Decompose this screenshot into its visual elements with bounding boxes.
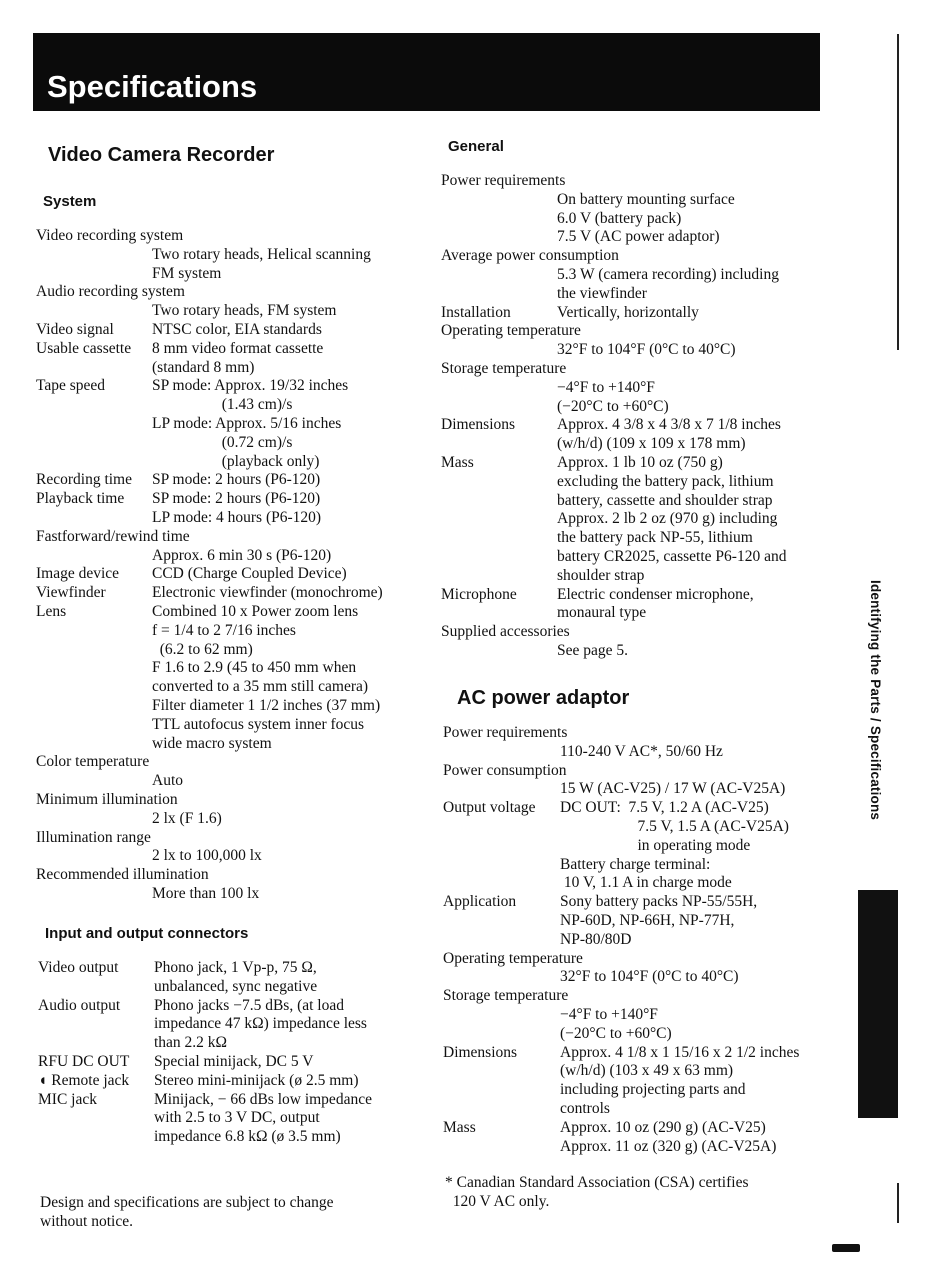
spec-value: 6.0 V (battery pack) [557,209,682,227]
spec-row [36,283,436,321]
spec-value: with 2.5 to 3 V DC, output [154,1109,320,1127]
spec-row [441,360,841,416]
spec-value: 8 mm video format cassette [152,339,324,357]
spec-value: Phono jack, 1 Vp-p, 75 Ω, [154,959,317,976]
spec-value: (−20°C to +60°C) [560,1024,672,1042]
spec-value: battery, cassette and shoulder strap [557,491,773,509]
spec-label: Color temperature [36,753,150,771]
spec-value: (w/h/d) (103 x 49 x 63 mm) [560,1062,734,1080]
spec-value: Approx. 1 lb 10 oz (750 g) [557,453,723,471]
spec-value: Vertically, horizontally [557,303,699,321]
spec-value: in operating mode [560,836,751,854]
spec-value: Electronic viewfinder (monochrome) [152,584,383,602]
spec-label: Usable cassette [36,339,132,357]
spec-label: Fastforward/rewind time [36,527,190,545]
spec-value: Special minijack, DC 5 V [154,1052,314,1070]
spec-value: −4°F to +140°F [557,378,655,396]
spec-label: Dimensions [443,1043,518,1061]
spec-value: converted to a 35 mm still camera) [152,678,369,696]
spec-value: NP-80/80D [560,930,632,948]
spec-value: 110-240 V AC*, 50/60 Hz [560,742,723,760]
spec-row [441,623,841,661]
spec-label: ◖ Remote jack [38,1071,130,1089]
spec-value: (playback only) [152,452,320,470]
spec-value: shoulder strap [557,566,645,584]
spec-row [441,247,841,303]
spec-row [36,490,436,528]
spec-value: (6.2 to 62 mm) [152,640,253,658]
spec-row [443,1119,843,1157]
connectors-spec-list [38,959,438,1147]
system-heading: System [43,193,97,210]
spec-value: Sony battery packs NP-55/55H, [560,893,758,911]
spec-value: Two rotary heads, Helical scanning [152,245,371,263]
spec-row [441,416,841,454]
spec-label: Video recording system [36,227,184,244]
spec-value: CCD (Charge Coupled Device) [152,565,347,583]
spec-label: Power requirements [443,724,568,741]
footnote-line: * Canadian Standard Association (CSA) certifies [445,1174,749,1191]
spec-value: FM system [152,264,222,282]
spec-label: Viewfinder [36,584,106,602]
spec-value: More than 100 lx [152,884,260,902]
spec-value: 15 W (AC-V25) / 17 W (AC-V25A) [560,780,786,798]
spec-row [441,586,841,624]
spec-label: Minimum illumination [36,790,178,808]
spec-value: 32°F to 104°F (0°C to 40°C) [560,968,739,986]
spec-label: Recording time [36,471,132,489]
spec-row [36,866,436,904]
spec-row [38,1091,438,1147]
spec-row [443,1044,843,1119]
spec-value: Filter diameter 1 1/2 inches (37 mm) [152,696,381,714]
spec-row [38,1072,438,1091]
spec-value: SP mode: 2 hours (P6-120) [152,490,321,508]
spec-row [36,791,436,829]
spec-label: Audio output [38,996,121,1014]
spec-value: Approx. 2 lb 2 oz (970 g) including [557,510,778,528]
spec-label: Power requirements [441,172,566,189]
spec-value: wide macro system [152,734,272,752]
spec-value: Approx. 11 oz (320 g) (AC-V25A) [560,1137,777,1155]
spec-value: Combined 10 x Power zoom lens [152,602,359,620]
spec-label: Output voltage [443,799,536,817]
spec-value: Approx. 10 oz (290 g) (AC-V25) [560,1118,766,1136]
spec-label: Recommended illumination [36,866,209,884]
spec-value: SP mode: 2 hours (P6-120) [152,471,321,489]
spec-label: Storage temperature [441,359,567,377]
spec-value: LP mode: 4 hours (P6-120) [152,508,322,526]
general-heading: General [448,138,504,155]
footnote-line: 120 V AC only. [445,1192,550,1210]
spec-label: Supplied accessories [441,623,570,641]
spec-value: 32°F to 104°F (0°C to 40°C) [557,341,736,359]
spec-value: Approx. 6 min 30 s (P6-120) [152,546,332,564]
spec-label: Storage temperature [443,987,569,1005]
side-section-tab: Identifying the Parts / Specifications [868,580,883,821]
spec-value: LP mode: Approx. 5/16 inches [152,414,342,432]
spec-row [36,471,436,490]
spec-value: (−20°C to +60°C) [557,397,669,415]
ac-spec-list [443,724,843,1156]
page-title: Specifications [47,69,258,104]
spec-label: Lens [36,602,67,620]
spec-value: monaural type [557,604,647,622]
spec-row [36,321,436,340]
system-spec-list [36,227,436,904]
spec-label: Audio recording system [36,283,185,301]
spec-row [36,528,436,566]
spec-value: NP-60D, NP-66H, NP-77H, [560,911,735,929]
spec-row [443,987,843,1043]
spec-value: impedance 6.8 kΩ (ø 3.5 mm) [154,1128,341,1146]
spec-value: F 1.6 to 2.9 (45 to 450 mm when [152,659,357,677]
spec-label: Image device [36,565,120,583]
spec-label: RFU DC OUT [38,1052,130,1070]
spec-row [443,950,843,988]
spec-label: Power consumption [443,761,567,779]
spec-label: Application [443,893,517,911]
spec-row [441,454,841,586]
disclaimer [40,1194,334,1232]
spec-value: 10 V, 1.1 A in charge mode [560,874,732,892]
spec-value: SP mode: Approx. 19/32 inches [152,377,349,395]
spec-label: Dimensions [441,416,516,434]
spec-row [36,340,436,378]
spec-label: Operating temperature [441,322,581,340]
spec-value: unbalanced, sync negative [154,977,318,995]
general-spec-list [441,172,841,661]
spec-row [36,584,436,603]
spec-value: 2 lx (F 1.6) [152,809,222,827]
spec-value: including projecting parts and [560,1081,746,1099]
spec-value: TTL autofocus system inner focus [152,715,365,733]
spec-row [36,829,436,867]
spec-value: Two rotary heads, FM system [152,302,337,320]
spec-value: Battery charge terminal: [560,855,711,873]
spec-value: −4°F to +140°F [560,1005,658,1023]
spec-row [36,565,436,584]
spec-value: controls [560,1099,610,1117]
spec-value: 7.5 V (AC power adaptor) [557,228,720,246]
spec-label: Playback time [36,490,125,508]
spec-value: (0.72 cm)/s [152,433,293,451]
spec-row [38,959,438,997]
spec-label: Average power consumption [441,247,619,265]
spec-row [443,799,843,893]
spec-label: Tape speed [36,377,106,395]
spec-value: Approx. 4 1/8 x 1 15/16 x 2 1/2 inches [560,1043,800,1061]
spec-row [38,997,438,1053]
spec-value: On battery mounting surface [557,190,735,208]
csa-footnote [445,1174,748,1212]
spec-row [36,377,436,471]
spec-value: 5.3 W (camera recording) including [557,265,779,283]
spec-value: (standard 8 mm) [152,358,255,376]
spec-row [36,753,436,791]
spec-row [38,1053,438,1072]
spec-value: 7.5 V, 1.5 A (AC-V25A) [560,817,789,835]
spec-label: Installation [441,303,511,321]
spec-value: excluding the battery pack, lithium [557,472,774,490]
input-output-heading: Input and output connectors [45,925,249,942]
section-index-marker [858,890,898,1118]
ac-power-adaptor-title: AC power adaptor [457,687,630,709]
spec-value: Stereo mini-minijack (ø 2.5 mm) [154,1071,359,1089]
spec-value: the battery pack NP-55, lithium [557,529,753,547]
spec-row [443,724,843,762]
spec-value: Auto [152,772,183,790]
spec-label: MIC jack [38,1090,97,1108]
spec-label: Illumination range [36,828,151,846]
video-camera-recorder-title: Video Camera Recorder [48,144,275,166]
spec-label: Operating temperature [443,949,583,967]
spec-value: (w/h/d) (109 x 109 x 178 mm) [557,435,746,453]
spec-label: Video output [38,959,119,976]
spec-row [441,304,841,323]
vertical-rule-bottom [897,1183,899,1223]
page-number-marker [832,1244,860,1252]
spec-row [443,762,843,800]
spec-label: Microphone [441,585,517,603]
spec-value: (1.43 cm)/s [152,396,293,414]
spec-row [36,603,436,753]
spec-value: Minijack, − 66 dBs low impedance [154,1090,372,1108]
spec-value: Approx. 4 3/8 x 4 3/8 x 7 1/8 inches [557,416,781,434]
spec-label: Video signal [36,320,114,338]
spec-value: DC OUT: 7.5 V, 1.2 A (AC-V25) [560,799,769,817]
spec-value: the viewfinder [557,284,647,302]
spec-value: f = 1/4 to 2 7/16 inches [152,621,296,639]
spec-row [441,322,841,360]
disclaimer-line: without notice. [40,1212,133,1230]
spec-value: NTSC color, EIA standards [152,320,322,338]
spec-value: 2 lx to 100,000 lx [152,847,262,865]
spec-value: than 2.2 kΩ [154,1034,228,1052]
vertical-rule-top [897,34,899,350]
spec-label: Mass [443,1118,476,1136]
spec-row [36,227,436,283]
disclaimer-line: Design and specifications are subject to change [40,1194,334,1211]
spec-value: See page 5. [557,641,629,659]
spec-row [441,172,841,247]
spec-row [443,893,843,949]
spec-value: Phono jacks −7.5 dBs, (at load [154,996,344,1014]
specifications-banner [33,33,820,111]
spec-value: battery CR2025, cassette P6-120 and [557,547,787,565]
spec-value: impedance 47 kΩ) impedance less [154,1015,367,1033]
spec-label: Mass [441,453,474,471]
spec-value: Electric condenser microphone, [557,585,754,603]
